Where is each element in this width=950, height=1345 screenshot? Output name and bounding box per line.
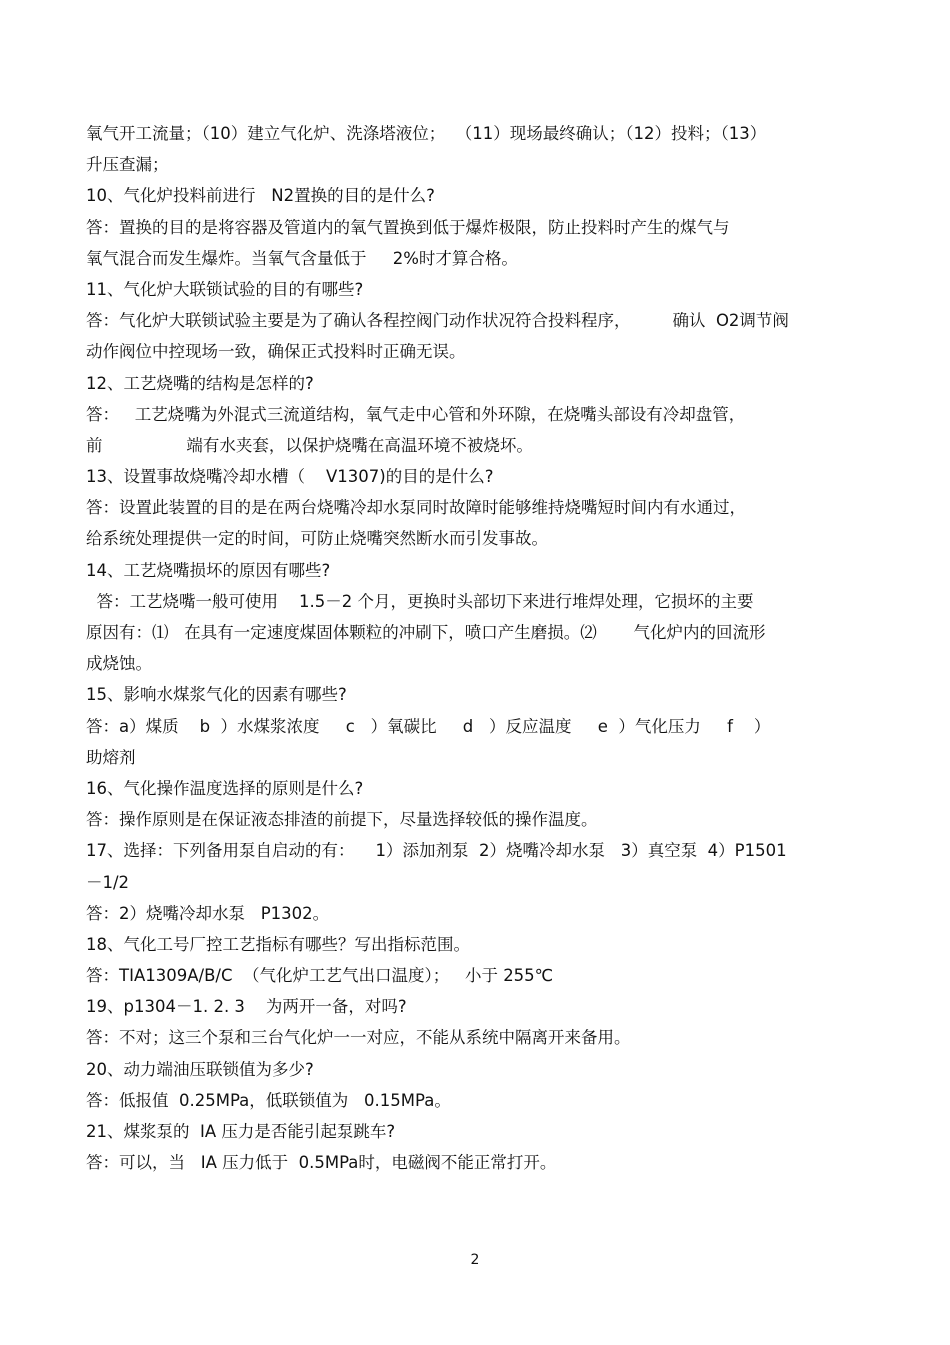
answer-18-line: 答：TIA1309A/B/C （气化炉工艺气出口温度）； 小于 255℃ bbox=[86, 966, 554, 986]
answer-17-line: 答：2）烧嘴冷却水泵 P1302。 bbox=[86, 903, 330, 923]
answer-11-line: 答：气化炉大联锁试验主要是为了确认各程控阀门动作状况符合投料程序， 确认 O2调节阀 bbox=[86, 311, 789, 331]
question-21: 21、煤浆泵的 IA 压力是否能引起泵跳车? bbox=[86, 1122, 396, 1141]
answer-13-line: 给系统处理提供一定的时间，可防止烧嘴突然断水而引发事故。 bbox=[86, 529, 548, 549]
text-line: 升压查漏； bbox=[86, 155, 169, 175]
answer-13-line: 答：设置此装置的目的是在两台烧嘴冷却水泵同时故障时能够维持烧嘴短时间内有水通过， bbox=[86, 498, 746, 518]
question-13: 13、设置事故烧嘴冷却水槽（ V1307)的目的是什么? bbox=[86, 467, 494, 487]
answer-10-line: 答：置换的目的是将容器及管道内的氧气置换到低于爆炸极限，防止投料时产生的煤气与 bbox=[86, 217, 730, 237]
answer-15-line: 助熔剂 bbox=[86, 747, 136, 767]
question-17: 17、选择：下列备用泵自启动的有： 1）添加剂泵 2）烧嘴冷却水泵 3）真空泵 4）P1501 bbox=[86, 841, 787, 861]
answer-14-line: 成烧蚀。 bbox=[86, 654, 152, 674]
question-15: 15、影响水煤浆气化的因素有哪些? bbox=[86, 685, 347, 705]
answer-20-line: 答：低报值 0.25MPa，低联锁值为 0.15MPa。 bbox=[86, 1090, 451, 1110]
question-18: 18、气化工号厂控工艺指标有哪些？写出指标范围。 bbox=[86, 934, 470, 954]
question-20: 20、动力端油压联锁值为多少? bbox=[86, 1059, 314, 1079]
answer-12-line: 答： 工艺烧嘴为外混式三流道结构，氧气走中心管和外环隙，在烧嘴头部设有冷却盘管， bbox=[86, 404, 746, 424]
page-number: 2 bbox=[470, 1252, 480, 1268]
question-17: －1/2 bbox=[86, 872, 130, 892]
answer-12-line: 前 端有水夹套，以保护烧嘴在高温环境不被烧坏。 bbox=[86, 435, 533, 455]
document-body bbox=[86, 118, 856, 1178]
question-16: 16、气化操作温度选择的原则是什么? bbox=[86, 778, 364, 798]
answer-16-line: 答：操作原则是在保证液态排渣的前提下，尽量选择较低的操作温度。 bbox=[86, 810, 598, 830]
answer-15-line: 答：a）煤质 b ）水煤浆浓度 c ）氧碳比 d ）反应温度 e ）气化压力 f ） bbox=[86, 716, 771, 736]
answer-21-line: 答：可以，当 IA 压力低于 0.5MPa时，电磁阀不能正常打开。 bbox=[86, 1153, 557, 1173]
question-12: 12、工艺烧嘴的结构是怎样的? bbox=[86, 373, 314, 393]
text-line: 氧气开工流量；（10）建立气化炉、洗涤塔液位； （11）现场最终确认；（12）投料；（13） bbox=[86, 124, 767, 143]
answer-19-line: 答：不对；这三个泵和三台气化炉一一对应，不能从系统中隔离开来备用。 bbox=[86, 1028, 631, 1048]
question-10: 10、气化炉投料前进行 N2置换的目的是什么? bbox=[86, 186, 435, 206]
question-11: 11、气化炉大联锁试验的目的有哪些? bbox=[86, 279, 364, 299]
question-19: 19、p1304－1. 2. 3 为两开一备，对吗? bbox=[86, 997, 407, 1017]
answer-10-line: 氧气混合而发生爆炸。当氧气含量低于 2%时才算合格。 bbox=[86, 248, 518, 268]
answer-11-line: 动作阀位中控现场一致，确保正式投料时正确无误。 bbox=[86, 342, 466, 362]
question-14: 14、工艺烧嘴损坏的原因有哪些? bbox=[86, 560, 331, 580]
answer-14-line: 答：工艺烧嘴一般可使用 1.5－2 个月，更换时头部切下来进行堆焊处理，它损坏的主要 bbox=[86, 591, 754, 611]
answer-14-line: 原因有：⑴ 在具有一定速度煤固体颗粒的冲刷下，喷口产生磨损。⑵ 气化炉内的回流形 bbox=[86, 623, 766, 642]
